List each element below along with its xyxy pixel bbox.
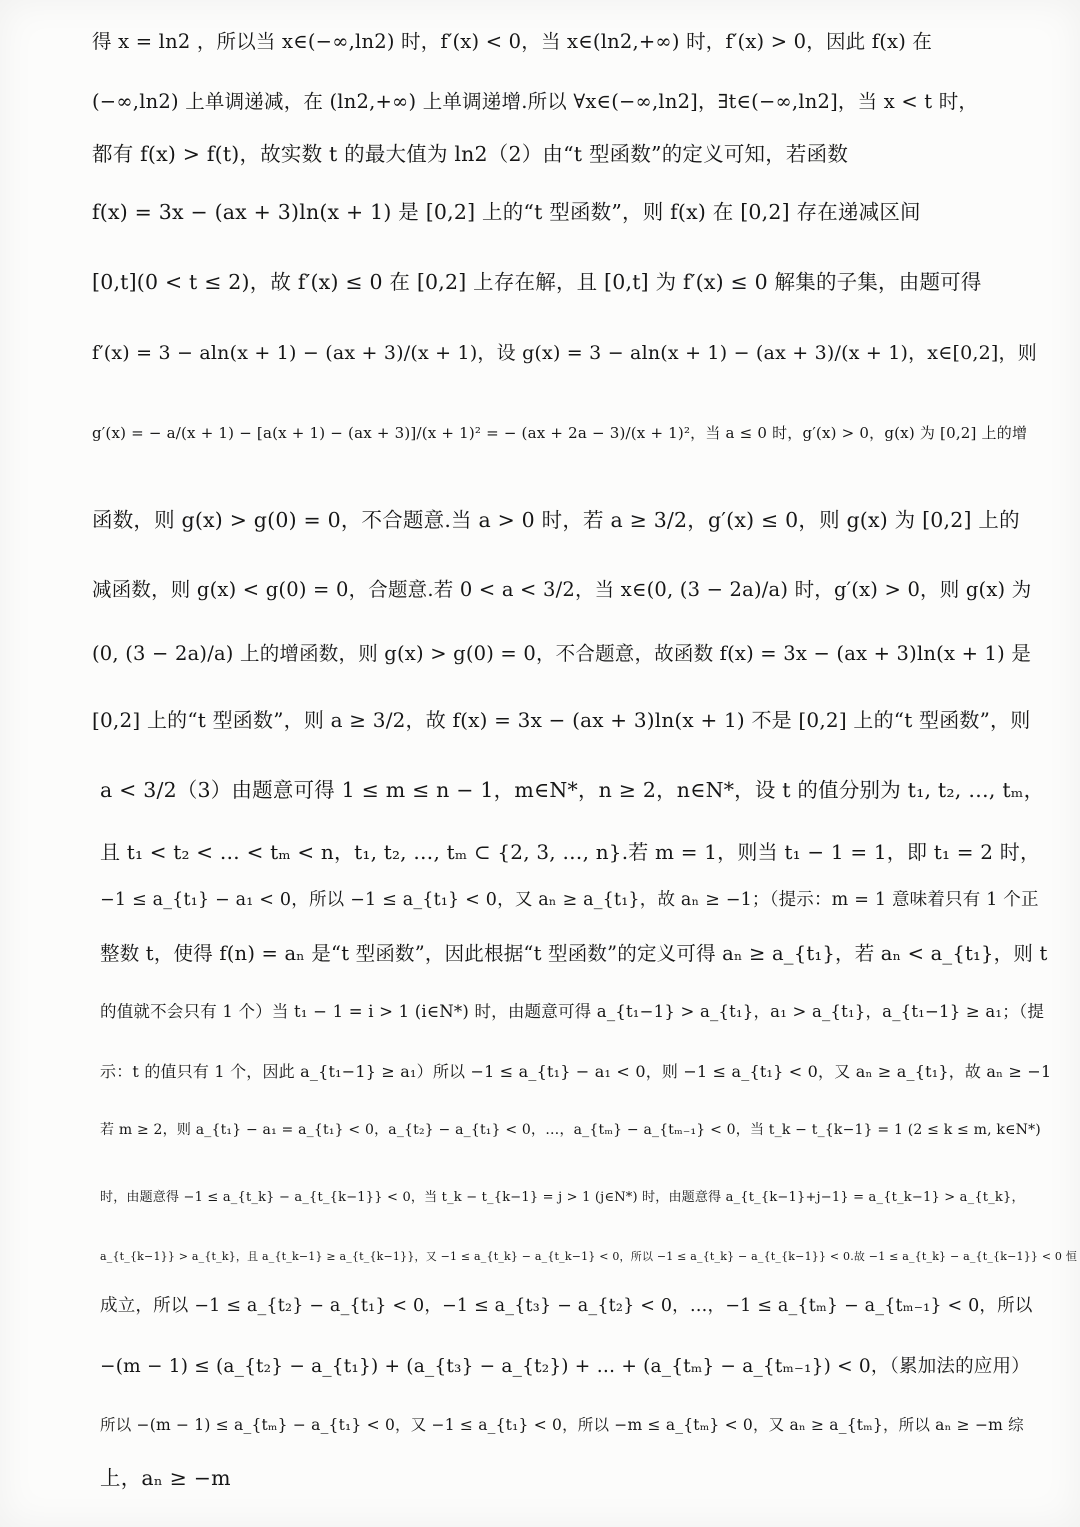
- text-line-20: a_{t_{k−1}} > a_{t_k}，且 a_{t_k−1} ≥ a_{t_{k−1}}，又 −1 ≤ a_{t_k} − a_{t_k−1} < 0，所以 −1 ≤ a_{t_k} − a_{t_{k−1}} < 0.故 −1 ≤ a_{t_k} − a_{t_{k−1}} < 0 恒: [100, 1250, 1078, 1263]
- text-line-18: 若 m ≥ 2，则 a_{t₁} − a₁ = a_{t₁} < 0，a_{t₂} − a_{t₁} < 0，…，a_{tₘ} − a_{tₘ₋₁} < 0，当 t_k − t_{k−1} = 1 (2 ≤ k ≤ m, k∈N*): [100, 1122, 1041, 1138]
- text-line-8: 函数，则 g(x) > g(0) = 0，不合题意.当 a > 0 时，若 a ≥ 3/2，g′(x) ≤ 0，则 g(x) 为 [0,2] 上的: [92, 508, 1020, 532]
- text-line-5: [0,t](0 < t ≤ 2)，故 f′(x) ≤ 0 在 [0,2] 上存在解，且 [0,t] 为 f′(x) ≤ 0 解集的子集，由题可得: [92, 270, 982, 294]
- text-line-19: 时，由题意得 −1 ≤ a_{t_k} − a_{t_{k−1}} < 0，当 t_k − t_{k−1} = j > 1 (j∈N*) 时，由题意得 a_{t_{k−1}+j−1} = a_{t_k−1} > a_{t_k}，: [100, 1190, 1025, 1205]
- text-line-6: f′(x) = 3 − aln(x + 1) − (ax + 3)/(x + 1)，设 g(x) = 3 − aln(x + 1) − (ax + 3)/(x + 1)，x∈[0,2]，则: [92, 342, 1037, 364]
- text-line-12: a < 3/2（3）由题意可得 1 ≤ m ≤ n − 1，m∈N*，n ≥ 2，n∈N*，设 t 的值分别为 t₁, t₂, …, tₘ，: [100, 778, 1045, 802]
- text-line-15: 整数 t，使得 f(n) = aₙ 是“t 型函数”，因此根据“t 型函数”的定义可得 aₙ ≥ a_{t₁}，若 aₙ < a_{t₁}，则 t: [100, 942, 1048, 965]
- text-line-7: g′(x) = − a/(x + 1) − [a(x + 1) − (ax + 3)]/(x + 1)² = − (ax + 2a − 3)/(x + 1)²，当 a ≤ 0 时，g′(x) > 0，g(x) 为 [0,2] 上的增: [92, 424, 1028, 442]
- text-line-4: f(x) = 3x − (ax + 3)ln(x + 1) 是 [0,2] 上的“t 型函数”，则 f(x) 在 [0,2] 存在递减区间: [92, 200, 921, 224]
- text-line-16: 的值就不会只有 1 个）当 t₁ − 1 = i > 1 (i∈N*) 时，由题意可得 a_{t₁−1} > a_{t₁}，a₁ > a_{t₁}，a_{t₁−1} ≥ a₁；（提: [100, 1002, 1045, 1021]
- text-line-1: 得 x = ln2 ，所以当 x∈(−∞,ln2) 时，f′(x) < 0，当 x∈(ln2,+∞) 时，f′(x) > 0，因此 f(x) 在: [92, 30, 933, 53]
- text-line-22: −(m − 1) ≤ (a_{t₂} − a_{t₁}) + (a_{t₃} − a_{t₂}) + … + (a_{tₘ} − a_{tₘ₋₁}) < 0，（累加法的应用）: [100, 1356, 1030, 1377]
- text-line-24: 上，aₙ ≥ −m: [100, 1466, 231, 1490]
- text-line-3: 都有 f(x) > f(t)，故实数 t 的最大值为 ln2（2）由“t 型函数”的定义可知，若函数: [92, 142, 849, 166]
- text-line-9: 减函数，则 g(x) < g(0) = 0，合题意.若 0 < a < 3/2，当 x∈(0, (3 − 2a)/a) 时，g′(x) > 0，则 g(x) 为: [92, 578, 1032, 601]
- text-line-17: 示：t 的值只有 1 个，因此 a_{t₁−1} ≥ a₁）所以 −1 ≤ a_{t₁} − a₁ < 0，则 −1 ≤ a_{t₁} < 0，又 aₙ ≥ a_{t₁}，故 aₙ ≥ −1: [100, 1062, 1052, 1081]
- text-line-2: (−∞,ln2) 上单调递减，在 (ln2,+∞) 上单调递增.所以 ∀x∈(−∞,ln2]，∃t∈(−∞,ln2]，当 x < t 时，: [92, 90, 979, 113]
- text-line-10: (0, (3 − 2a)/a) 上的增函数，则 g(x) > g(0) = 0，不合题意，故函数 f(x) = 3x − (ax + 3)ln(x + 1) 是: [92, 642, 1032, 665]
- text-line-11: [0,2] 上的“t 型函数”，则 a ≥ 3/2，故 f(x) = 3x − (ax + 3)ln(x + 1) 不是 [0,2] 上的“t 型函数”，则: [92, 708, 1031, 732]
- text-line-23: 所以 −(m − 1) ≤ a_{tₘ} − a_{t₁} < 0，又 −1 ≤ a_{t₁} < 0，所以 −m ≤ a_{tₘ} < 0，又 aₙ ≥ a_{tₘ}，所以 aₙ ≥ −m 综: [100, 1416, 1024, 1434]
- text-line-21: 成立，所以 −1 ≤ a_{t₂} − a_{t₁} < 0，−1 ≤ a_{t₃} − a_{t₂} < 0，…，−1 ≤ a_{tₘ} − a_{tₘ₋₁} < 0，所以: [100, 1296, 1033, 1316]
- text-line-13: 且 t₁ < t₂ < … < tₘ < n，t₁, t₂, …, tₘ ⊂ {2, 3, …, n}.若 m = 1，则当 t₁ − 1 = 1，即 t₁ = 2 时，: [100, 840, 1041, 864]
- text-line-14: −1 ≤ a_{t₁} − a₁ < 0，所以 −1 ≤ a_{t₁} < 0，又 aₙ ≥ a_{t₁}，故 aₙ ≥ −1；（提示：m = 1 意味着只有 1 个正: [100, 890, 1039, 910]
